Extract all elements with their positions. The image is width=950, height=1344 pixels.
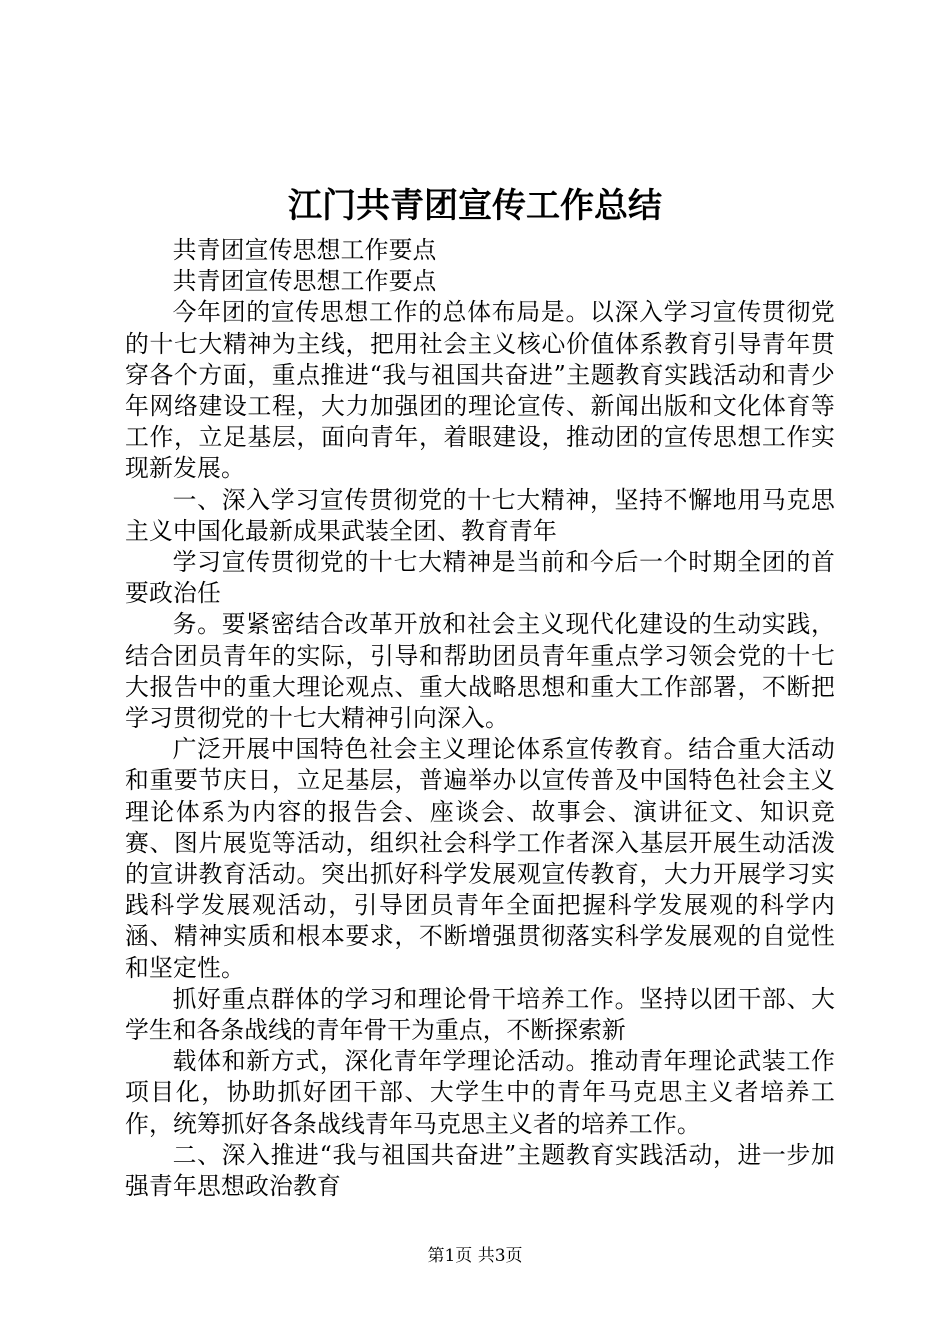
paragraph-study-details: 务。要紧密结合改革开放和社会主义现代化建设的生动实践，结合团员青年的实际，引导和帮助团员青年重点学习领会党的十七大报告中的重大理论观点、重大战略思想和重大工作部署，不断把学习贯彻党的十七大精神引向深入。 [125, 610, 835, 733]
paragraph-overview: 今年团的宣传思想工作的总体布局是。以深入学习宣传贯彻党的十七大精神为主线，把用社会主义核心价值体系教育引导青年贯穿各个方面，重点推进“我与祖国共奋进”主题教育实践活动和青少年网络建设工程，大力加强团的理论宣传、新闻出版和文化体育等工作，立足基层，面向青年，着眼建设，推动团的宣传思想工作实现新发展。 [125, 298, 835, 483]
document-body [125, 235, 835, 1202]
paragraph-section-one-heading: 一、深入学习宣传贯彻党的十七大精神，坚持不懈地用马克思主义中国化最新成果武装全团、教育青年 [125, 485, 835, 545]
paragraph-theory-education: 广泛开展中国特色社会主义理论体系宣传教育。结合重大活动和重要节庆日，立足基层，普遍举办以宣传普及中国特色社会主义理论体系为内容的报告会、座谈会、故事会、演讲征文、知识竞赛、图片展览等活动，组织社会科学工作者深入基层开展生动活泼的宣讲教育活动。突出抓好科学发展观宣传教育，大力开展学习实践科学发展观活动，引导团员青年全面把握科学发展观的科学内涵、精神实质和根本要求，不断增强贯彻落实科学发展观的自觉性和坚定性。 [125, 735, 835, 982]
paragraph-key-groups: 抓好重点群体的学习和理论骨干培养工作。坚持以团干部、大学生和各条战线的青年骨干为重点，不断探索新 [125, 984, 835, 1045]
paragraph-section-two-heading: 二、深入推进“我与祖国共奋进”主题教育实践活动，进一步加强青年思想政治教育 [125, 1140, 835, 1201]
page-number-footer: 第1页 共3页 [427, 1246, 523, 1266]
document-title: 江门共青团宣传工作总结 [288, 186, 662, 226]
paragraph-heading-2: 共青团宣传思想工作要点 [172, 267, 437, 296]
paragraph-study-task: 学习宣传贯彻党的十七大精神是当前和今后一个时期全团的首要政治任 [125, 548, 835, 608]
paragraph-new-carriers: 载体和新方式，深化青年学理论活动。推动青年理论武装工作项目化，协助抓好团干部、大学生中的青年马克思主义者培养工作，统筹抓好各条战线青年马克思主义者的培养工作。 [125, 1047, 835, 1138]
paragraph-heading-1: 共青团宣传思想工作要点 [172, 236, 437, 264]
